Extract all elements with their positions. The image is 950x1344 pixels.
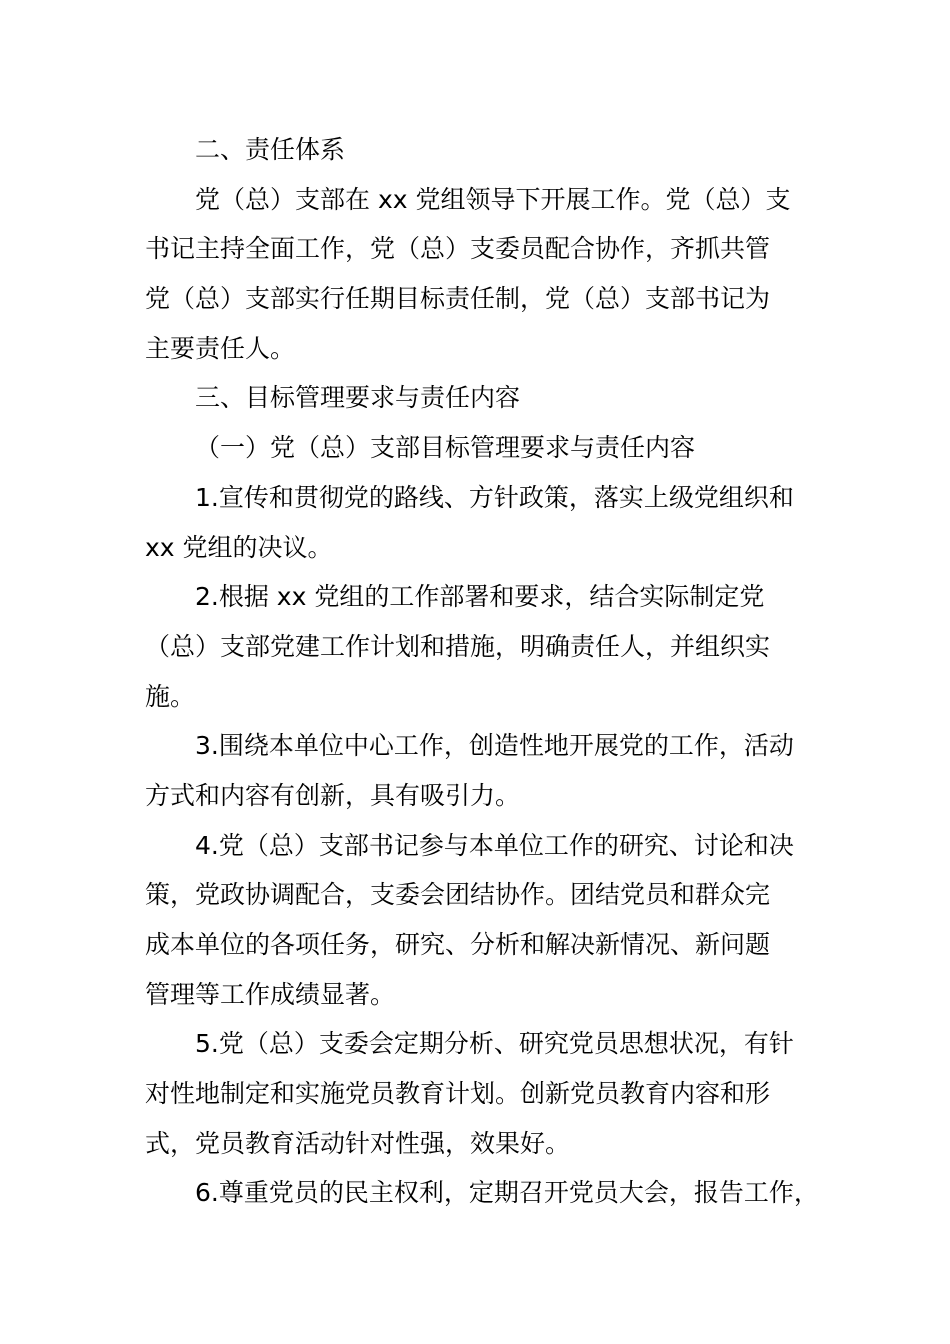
- paragraph-line: 管理等工作成绩显著。: [145, 979, 396, 1009]
- paragraph-line: 主要责任人。: [145, 333, 296, 363]
- paragraph-line: 对性地制定和实施党员教育计划。创新党员教育内容和形: [145, 1079, 771, 1109]
- list-item-5: 5.党（总）支委会定期分析、研究党员思想状况，有针: [195, 1029, 794, 1059]
- heading-responsibility-system: 二、责任体系: [195, 135, 346, 164]
- paragraph-line: 党（总）支部实行任期目标责任制，党（总）支部书记为: [145, 284, 771, 314]
- paragraph-line: 方式和内容有创新，具有吸引力。: [145, 780, 521, 810]
- subheading-branch-requirements: （一）党（总）支部目标管理要求与责任内容: [195, 433, 696, 463]
- paragraph-line: 成本单位的各项任务，研究、分析和解决新情况、新问题: [145, 930, 771, 959]
- heading-target-management: 三、目标管理要求与责任内容: [195, 383, 521, 413]
- paragraph-line: （总）支部党建工作计划和措施，明确责任人，并组织实: [145, 631, 771, 661]
- document-body: [145, 125, 819, 1218]
- list-item-1: 1.宣传和贯彻党的路线、方针政策，落实上级党组织和: [195, 482, 794, 512]
- paragraph-line: 策，党政协调配合，支委会团结协作。团结党员和群众完: [145, 880, 771, 910]
- paragraph-line: 式，党员教育活动针对性强，效果好。: [145, 1128, 571, 1158]
- paragraph-line: xx 党组的决议。: [145, 532, 333, 562]
- list-item-6: 6.尊重党员的民主权利，定期召开党员大会，报告工作，: [195, 1178, 819, 1208]
- list-item-2: 2.根据 xx 党组的工作部署和要求，结合实际制定党: [195, 582, 765, 612]
- list-item-3: 3.围绕本单位中心工作，创造性地开展党的工作，活动: [195, 731, 794, 761]
- list-item-4: 4.党（总）支部书记参与本单位工作的研究、讨论和决: [195, 830, 794, 860]
- paragraph-line: 书记主持全面工作，党（总）支委员配合协作，齐抓共管: [145, 234, 771, 264]
- paragraph-line: 施。: [145, 681, 196, 711]
- paragraph-line: 党（总）支部在 xx 党组领导下开展工作。党（总）支: [195, 184, 791, 214]
